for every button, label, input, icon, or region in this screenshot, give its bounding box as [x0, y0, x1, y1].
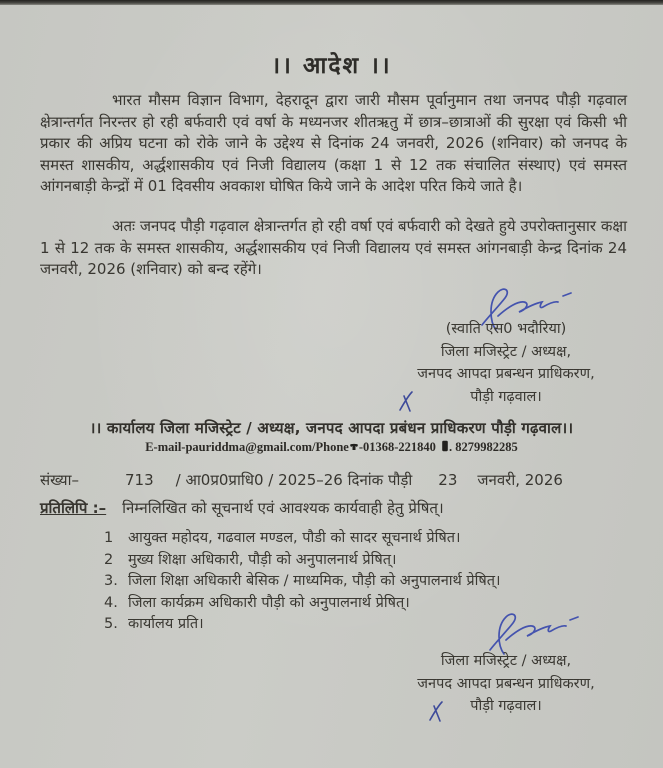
list-item-number: 5.: [104, 616, 118, 632]
signatory-authority: जनपद आपदा प्रबन्धन प्राधिकरण,: [417, 366, 595, 382]
ref-date: जनवरी, 2026: [477, 471, 563, 489]
signatory-designation: जिला मजिस्ट्रेट / अध्यक्ष,: [440, 653, 572, 669]
reference-number-line: [40, 470, 630, 490]
order-paragraph-2: अतः जनपद पौड़ी गढ़वाल क्षेत्रान्तर्गत हो रही वर्षा एवं बर्फवारी को देखते हुये उपरोक्तानुसार कक्षा 1 से 12 तक के समस्त शासकीय, अर्द्धशासकीय एवं निजी विद्यालय एवं समस्त आंगनबाड़ी केन्द्र दिनांक 24 जनवरी, 2026 (शनिवार) को बन्द रहेंगे।: [40, 217, 627, 278]
ref-number: 713: [125, 471, 154, 489]
ink-tick-mark-bottom: [426, 698, 448, 724]
list-item-text: आयुक्त महोदय, गढवाल मण्डल, पौडी को सादर सूचनार्थ प्रेषित।: [128, 530, 461, 546]
list-item: [104, 550, 624, 572]
list-item: [104, 571, 624, 593]
ref-label: संख्या–: [40, 471, 80, 489]
telephone-icon: [349, 441, 359, 456]
list-item-text: जिला शिक्षा अधिकारी बेसिक / माध्यमिक, पौड़ी को अनुपालनार्थ प्रेषित्।: [128, 573, 501, 589]
ink-tick-mark-top: [396, 388, 418, 414]
list-item-number: 2: [104, 551, 114, 568]
ref-office-code: / आ0प्र0प्राधि0 / 2025–26 दिनांक पौड़ी: [175, 471, 413, 489]
office-heading: ।। कार्यालय जिला मजिस्ट्रेट / अध्यक्ष, जनपद आपदा प्रबंधन प्राधिकरण पौड़ी गढ़वाल।।: [89, 419, 574, 437]
mobile-phone-icon: [441, 440, 449, 456]
copy-to-line: [40, 498, 630, 518]
scan-top-edge: [0, 0, 663, 5]
ref-day: 23: [438, 471, 458, 489]
phone-number: -01368-221840: [358, 440, 436, 454]
list-item-number: 1: [104, 530, 114, 546]
copy-intro: निम्नलिखित को सूचनार्थ एवं आवश्यक कार्यवाही हेतु प्रेषित्।: [122, 499, 444, 517]
mobile-number: . 8279982285: [449, 440, 518, 454]
signature-block-top: [395, 318, 617, 408]
signatory-place: पौड़ी गढ़वाल।: [470, 698, 542, 714]
order-paragraph-1: भारत मौसम विज्ञान विभाग, देहरादून द्वारा जारी मौसम पूर्वानुमान तथा जनपद पौड़ी गढ़वाल क्षेत्रान्तर्गत निरन्तर हो रही बर्फवारी एवं वर्षा के मध्यनजर शीतऋतु में छात्र–छात्राओं की सुरक्षा एवं किसी भी प्रकार की अप्रिय घटना को रोके जाने के उद्देश्य से दिनांक 24 जनवरी, 2026 (शनिवार) को जनपद के समस्त शासकीय, अर्द्धशासकीय एवं निजी विद्यालय (कक्षा 1 से 12 तक संचालित संस्थाए) एवं समस्त आंगनबाड़ी केन्द्रों में 01 दिवसीय अवकाश घोषित किये जाने के आदेश परित किये जाते है।: [40, 91, 627, 195]
list-item-number: 3.: [104, 573, 118, 589]
signatory-name: (स्वाति एस0 भदौरिया): [445, 321, 567, 337]
list-item-text: कार्यालय प्रति।: [128, 616, 204, 632]
list-item-text: जिला कार्यक्रम अधिकारी पौड़ी को अनुपालनार्थ प्रेषित्।: [128, 594, 410, 611]
contact-line: [0, 440, 663, 456]
list-item: [104, 528, 624, 550]
list-item-number: 4.: [104, 594, 118, 611]
signatory-place: पौड़ी गढ़वाल।: [470, 388, 542, 405]
copy-label: प्रतिलिपि :–: [40, 499, 107, 517]
order-title: ।। आदेश ।।: [271, 53, 392, 79]
email-and-phone-label: E-mail-pauriddma@gmail.com/Phone: [145, 440, 349, 454]
signatory-authority: जनपद आपदा प्रबन्धन प्राधिकरण,: [417, 675, 595, 692]
list-item-text: मुख्य शिक्षा अधिकारी, पौड़ी को अनुपालनार्थ प्रेषित्।: [128, 551, 397, 568]
signatory-designation: जिला मजिस्ट्रेट / अध्यक्ष,: [440, 343, 572, 360]
